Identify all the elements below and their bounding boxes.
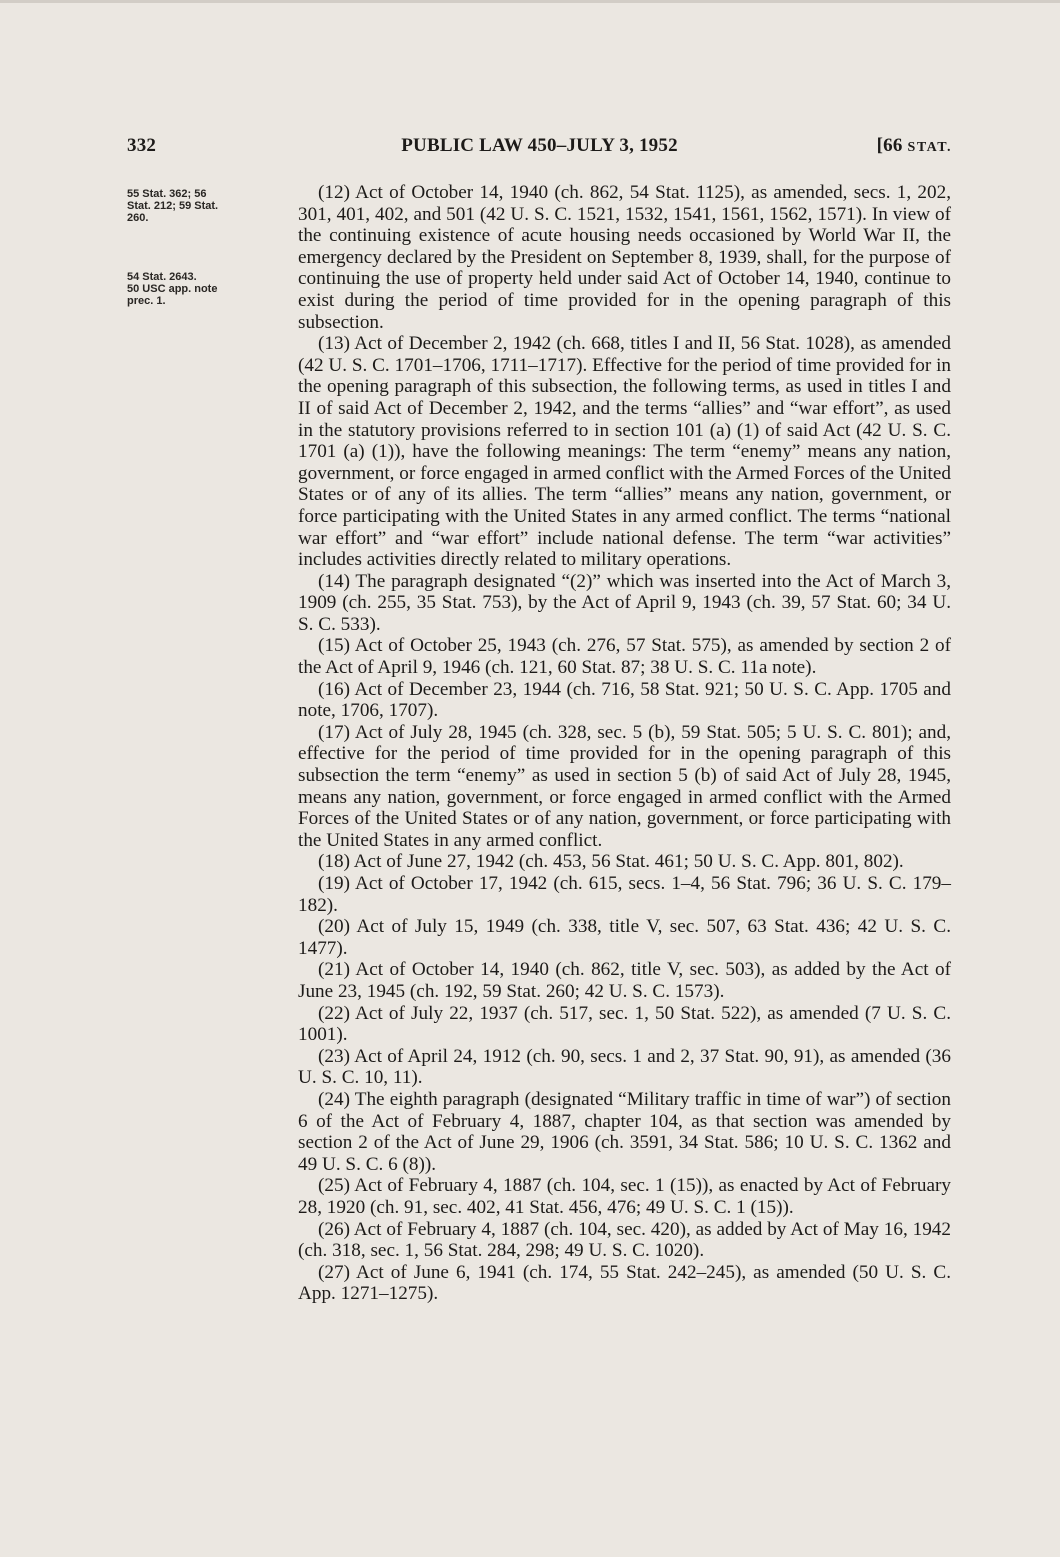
- paragraph-24: (24) The eighth paragraph (designated “Military traffic in time of war”) of section 6 of the Act of February 4, 1887, chapter 104, as that section was amended by section 2 of the Act of June 29, 1906 (ch. 3591, 34 Stat. 586; 10 U. S. C. 1362 and 49 U. S. C. 6 (8)).: [298, 1088, 951, 1175]
- paragraph-20: (20) Act of July 15, 1949 (ch. 338, title V, sec. 507, 63 Stat. 436; 42 U. S. C. 1477).: [298, 916, 951, 959]
- volume-prefix: [66: [876, 135, 908, 156]
- paragraph-14: (14) The paragraph designated “(2)” which was inserted into the Act of March 3, 1909 (ch. 255, 35 Stat. 753), by the Act of April 9, 1943 (ch. 39, 57 Stat. 60; 34 U. S. C. 533).: [298, 570, 951, 635]
- paragraph-17: (17) Act of July 28, 1945 (ch. 328, sec. 5 (b), 59 Stat. 505; 5 U. S. C. 801); and, effective for the period of time provided for in the opening paragraph of this subsection the term “enemy” as used in section 5 (b) of said Act of July 28, 1945, means any nation, government, or force engaged in armed conflict with the Armed Forces of the United States or of any nation, government, or force participating with the United States in any armed conflict.: [298, 721, 951, 851]
- scan-edge: [0, 0, 1060, 3]
- margin-note-line: 54 Stat. 2643.: [127, 271, 197, 283]
- volume-abbrev: STAT.: [907, 140, 952, 155]
- page-header: [127, 135, 952, 165]
- paragraph-15: (15) Act of October 25, 1943 (ch. 276, 57 Stat. 575), as amended by section 2 of the Act of April 9, 1946 (ch. 121, 60 Stat. 87; 38 U. S. C. 11a note).: [298, 635, 951, 679]
- paragraph-21: (21) Act of October 14, 1940 (ch. 862, title V, sec. 503), as added by the Act of June 23, 1945 (ch. 192, 59 Stat. 260; 42 U. S. C. 1573).: [298, 959, 951, 1002]
- paragraph-18: (18) Act of June 27, 1942 (ch. 453, 56 Stat. 461; 50 U. S. C. App. 801, 802).: [318, 851, 904, 873]
- margin-note: [127, 271, 287, 307]
- body-text: [298, 182, 951, 1305]
- margin-note-line: 260.: [127, 212, 149, 224]
- paragraph-26: (26) Act of February 4, 1887 (ch. 104, sec. 420), as added by Act of May 16, 1942 (ch. 318, sec. 1, 56 Stat. 284, 298; 49 U. S. C. 1020).: [298, 1218, 951, 1262]
- margin-note: [127, 188, 287, 224]
- margin-note-line: 55 Stat. 362; 56: [127, 188, 207, 200]
- paragraph-25: (25) Act of February 4, 1887 (ch. 104, sec. 1 (15)), as enacted by Act of February 28, 1920 (ch. 91, sec. 402, 41 Stat. 456, 476; 49 U. S. C. 1 (15)).: [298, 1175, 951, 1218]
- paragraph-22: (22) Act of July 22, 1937 (ch. 517, sec. 1, 50 Stat. 522), as amended (7 U. S. C. 1001).: [298, 1002, 951, 1046]
- paragraph-19: (19) Act of October 17, 1942 (ch. 615, secs. 1–4, 56 Stat. 796; 36 U. S. C. 179–182).: [298, 873, 951, 916]
- margin-note-line: 50 USC app. note: [127, 283, 218, 295]
- margin-note-line: prec. 1.: [127, 295, 166, 307]
- margin-note-line: Stat. 212; 59 Stat.: [127, 200, 219, 212]
- running-title: PUBLIC LAW 450–JULY 3, 1952: [401, 135, 678, 156]
- paragraph-12: (12) Act of October 14, 1940 (ch. 862, 54 Stat. 1125), as amended, secs. 1, 202, 301, 401, 402, and 501 (42 U. S. C. 1521, 1532, 1541, 1561, 1562, 1571). In view of the continuing existence of acute housing needs occasioned by World War II, the emergency declared by the President on September 8, 1939, shall, for the purpose of continuing the use of property held under said Act of October 14, 1940, continue to exist during the period of time provided for in the opening paragraph of this subsection.: [298, 182, 951, 333]
- paragraph-13: (13) Act of December 2, 1942 (ch. 668, titles I and II, 56 Stat. 1028), as amended (42 U. S. C. 1701–1706, 1711–1717). Effective for the period of time provided for in the opening paragraph of this subsection, the following terms, as used in titles I and II of said Act of December 2, 1942, and the terms “allies” and “war effort”, as used in the statutory provisions referred to in section 101 (a) (1) of said Act (42 U. S. C. 1701 (a) (1)), have the following meanings: The term “enemy” means any nation, government, or force engaged in armed conflict with the Armed Forces of the United States or of any of its allies. The term “allies” means any nation, government, or force participating with the United States in any armed conflict. The terms “national war effort” and “war effort” include national defense. The term “war activities” includes activities directly related to military operations.: [298, 333, 951, 571]
- paragraph-16: (16) Act of December 23, 1944 (ch. 716, 58 Stat. 921; 50 U. S. C. App. 1705 and note, 1706, 1707).: [298, 678, 951, 722]
- paragraph-23: (23) Act of April 24, 1912 (ch. 90, secs. 1 and 2, 37 Stat. 90, 91), as amended (36 U. S. C. 10, 11).: [298, 1045, 951, 1089]
- paragraph-27: (27) Act of June 6, 1941 (ch. 174, 55 Stat. 242–245), as amended (50 U. S. C. App. 1271–1275).: [298, 1261, 951, 1305]
- volume-reference: [877, 135, 952, 157]
- page-number: 332: [127, 135, 157, 156]
